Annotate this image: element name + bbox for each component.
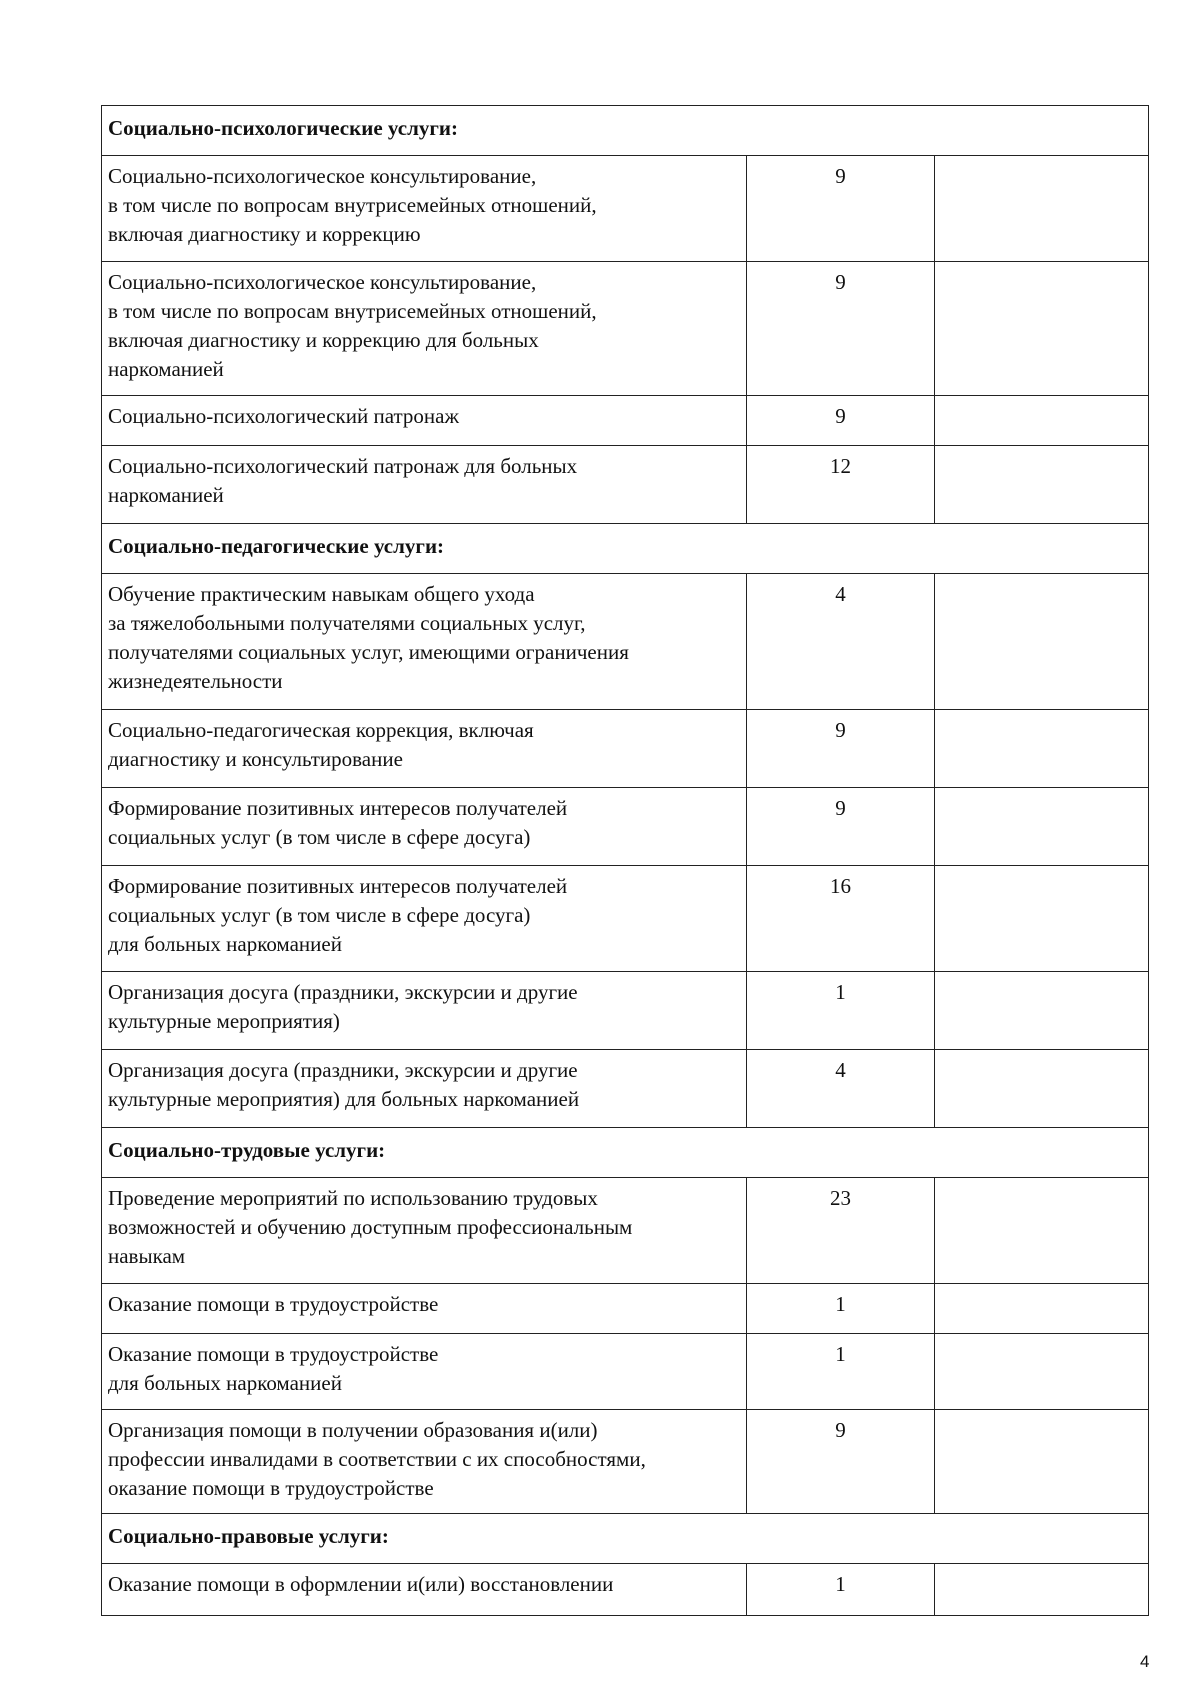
empty-cell: [935, 1334, 1149, 1410]
service-value: 9: [747, 788, 935, 866]
empty-cell: [935, 156, 1149, 262]
service-description-line: возможностей и обучению доступным профессиональным: [108, 1215, 633, 1239]
service-value: 4: [747, 574, 935, 710]
service-description-line: профессии инвалидами в соответствии с их способностями,: [108, 1447, 646, 1471]
service-description-line: Социально-психологическое консультирование,: [108, 270, 537, 294]
service-description: [102, 396, 747, 446]
service-description-line: социальных услуг (в том числе в сфере досуга): [108, 825, 531, 849]
service-description-line: в том числе по вопросам внутрисемейных отношений,: [108, 193, 597, 217]
service-row: [102, 788, 1149, 866]
service-description-line: Оказание помощи в трудоустройстве: [108, 1292, 439, 1316]
service-row: [102, 396, 1149, 446]
service-description: [102, 788, 747, 866]
service-row: [102, 156, 1149, 262]
section-title: Социально-психологические услуги:: [102, 106, 1149, 156]
section-header-row: [102, 524, 1149, 574]
service-description: [102, 1050, 747, 1128]
service-row: [102, 1410, 1149, 1514]
service-row: [102, 866, 1149, 972]
empty-cell: [935, 1284, 1149, 1334]
service-description-line: Организация помощи в получении образования и(или): [108, 1418, 598, 1442]
service-description-line: Оказание помощи в трудоустройстве: [108, 1342, 439, 1366]
service-row: [102, 972, 1149, 1050]
service-description: [102, 1410, 747, 1514]
service-description: [102, 156, 747, 262]
service-description-line: включая диагностику и коррекцию: [108, 222, 421, 246]
empty-cell: [935, 1410, 1149, 1514]
empty-cell: [935, 1050, 1149, 1128]
empty-cell: [935, 710, 1149, 788]
service-value: 9: [747, 396, 935, 446]
service-description-line: включая диагностику и коррекцию для больных: [108, 328, 539, 352]
service-description-line: для больных наркоманией: [108, 1371, 342, 1395]
empty-cell: [935, 262, 1149, 396]
empty-cell: [935, 574, 1149, 710]
service-description-line: Организация досуга (праздники, экскурсии и другие: [108, 980, 578, 1004]
service-description-line: Организация досуга (праздники, экскурсии и другие: [108, 1058, 578, 1082]
section-title: Социально-правовые услуги:: [102, 1514, 1149, 1564]
service-description-line: Социально-психологическое консультирование,: [108, 164, 537, 188]
service-description-line: культурные мероприятия) для больных наркоманией: [108, 1087, 580, 1111]
service-row: [102, 1284, 1149, 1334]
service-value: 12: [747, 446, 935, 524]
service-row: [102, 1050, 1149, 1128]
section-header-row: [102, 1514, 1149, 1564]
section-header-row: [102, 1128, 1149, 1178]
service-row: [102, 1178, 1149, 1284]
service-description-line: диагностику и консультирование: [108, 747, 403, 771]
service-description: [102, 446, 747, 524]
service-row: [102, 710, 1149, 788]
section-title: Социально-педагогические услуги:: [102, 524, 1149, 574]
service-description: [102, 1564, 747, 1616]
service-description-line: оказание помощи в трудоустройстве: [108, 1476, 434, 1500]
empty-cell: [935, 1178, 1149, 1284]
empty-cell: [935, 788, 1149, 866]
service-value: 9: [747, 262, 935, 396]
service-description: [102, 574, 747, 710]
empty-cell: [935, 972, 1149, 1050]
service-description: [102, 1284, 747, 1334]
service-description: [102, 1334, 747, 1410]
service-row: [102, 574, 1149, 710]
service-description: [102, 972, 747, 1050]
section-header-row: [102, 106, 1149, 156]
service-row: [102, 1564, 1149, 1616]
service-description-line: Формирование позитивных интересов получателей: [108, 874, 568, 898]
service-description: [102, 1178, 747, 1284]
service-description: [102, 866, 747, 972]
service-description-line: в том числе по вопросам внутрисемейных отношений,: [108, 299, 597, 323]
service-description-line: жизнедеятельности: [108, 669, 283, 693]
service-description-line: Социально-психологический патронаж для больных: [108, 454, 578, 478]
service-description: [102, 262, 747, 396]
service-description-line: за тяжелобольными получателями социальных услуг,: [108, 611, 586, 635]
service-value: 1: [747, 1564, 935, 1616]
empty-cell: [935, 446, 1149, 524]
service-description-line: наркоманией: [108, 357, 224, 381]
service-description-line: Социально-психологический патронаж: [108, 404, 460, 428]
service-row: [102, 446, 1149, 524]
service-description-line: Оказание помощи в оформлении и(или) восстановлении: [108, 1572, 614, 1596]
service-value: 23: [747, 1178, 935, 1284]
services-table-body: [102, 106, 1149, 1616]
page-number: 4: [1140, 1652, 1150, 1671]
service-description-line: наркоманией: [108, 483, 224, 507]
service-description-line: получателями социальных услуг, имеющими ограничения: [108, 640, 629, 664]
service-value: 1: [747, 972, 935, 1050]
empty-cell: [935, 1564, 1149, 1616]
service-row: [102, 262, 1149, 396]
service-description-line: Проведение мероприятий по использованию трудовых: [108, 1186, 598, 1210]
empty-cell: [935, 396, 1149, 446]
service-description-line: культурные мероприятия): [108, 1009, 340, 1033]
service-value: 9: [747, 1410, 935, 1514]
section-title: Социально-трудовые услуги:: [102, 1128, 1149, 1178]
service-value: 4: [747, 1050, 935, 1128]
empty-cell: [935, 866, 1149, 972]
service-value: 9: [747, 710, 935, 788]
service-description-line: навыкам: [108, 1244, 186, 1268]
service-value: 16: [747, 866, 935, 972]
service-value: 1: [747, 1284, 935, 1334]
service-value: 9: [747, 156, 935, 262]
service-description: [102, 710, 747, 788]
service-description-line: Формирование позитивных интересов получателей: [108, 796, 568, 820]
service-description-line: социальных услуг (в том числе в сфере досуга): [108, 903, 531, 927]
service-row: [102, 1334, 1149, 1410]
services-table: [101, 105, 1149, 1616]
service-description-line: Обучение практическим навыкам общего ухода: [108, 582, 535, 606]
service-value: 1: [747, 1334, 935, 1410]
service-description-line: для больных наркоманией: [108, 932, 342, 956]
service-description-line: Социально-педагогическая коррекция, включая: [108, 718, 534, 742]
